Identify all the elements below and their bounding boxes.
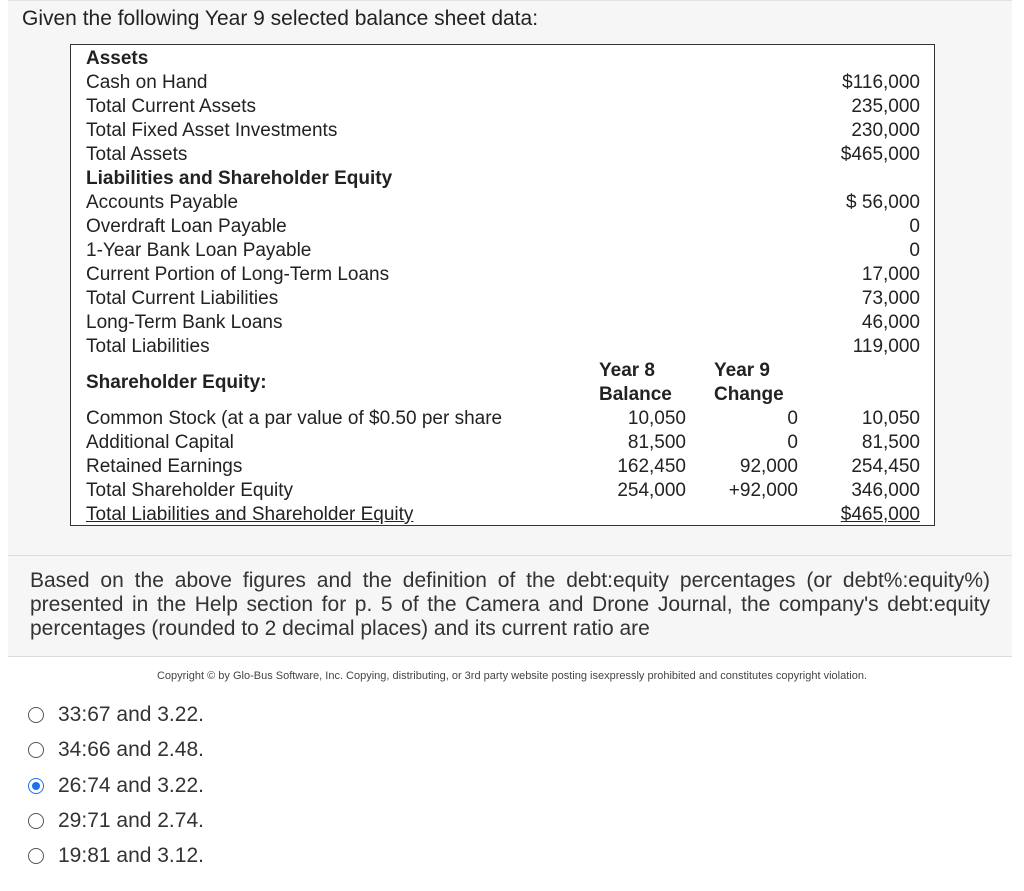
row-value: $116,000 [842,72,920,93]
radio-button[interactable] [28,813,44,829]
equity-heading-row [71,371,934,395]
row-label: Total Current Liabilities [86,288,279,309]
year8-value: 254,000 [617,480,686,501]
year9-change: 0 [787,432,798,453]
option-label[interactable]: 29:71 and 2.74. [58,809,204,832]
row-label: Total Liabilities [86,336,210,357]
copyright-notice: Copyright © by Glo-Bus Software, Inc. Copying, distributing, or 3rd party website posting isexpressly prohibited and constitutes copyright violation. [156,670,867,682]
row-value: 0 [909,240,920,261]
table-row [71,239,934,263]
col-header-year8-line2: Balance [599,384,672,405]
row-label: Total Assets [86,144,188,165]
table-row [71,287,934,311]
equity-heading: Shareholder Equity: [86,372,267,393]
row-label: Accounts Payable [86,192,239,213]
table-row [71,191,934,215]
col-header-year8-line1: Year 8 [599,360,655,381]
radio-button[interactable] [28,742,44,758]
assets-heading: Assets [86,48,149,69]
table-row [71,311,934,335]
table-row [71,119,934,143]
question-text: Based on the above figures and the definition of the debt:equity percentages (or debt%:equity%) presented in the Help section for p. 5 of the Camera and Drone Journal, the company's debt:equity percentages (rounded to 2 decimal places) and its current ratio are [30,569,990,640]
row-label: 1-Year Bank Loan Payable [86,240,312,261]
row-value: 235,000 [851,96,920,117]
row-value: 73,000 [861,288,920,309]
liabilities-heading: Liabilities and Shareholder Equity [86,168,393,189]
row-label: Cash on Hand [86,72,208,93]
table-row [71,143,934,167]
intro-text: Given the following Year 9 selected balance sheet data: [22,7,539,30]
row-label: Retained Earnings [86,456,243,477]
table-row [71,263,934,287]
row-label: Additional Capital [86,432,234,453]
option-label[interactable]: 33:67 and 3.22. [58,703,204,726]
year9-change: +92,000 [728,480,798,501]
table-row [71,71,934,95]
total-value: $465,000 [840,504,920,525]
col-header-year9-line1: Year 9 [714,360,770,381]
divider [8,656,1012,657]
year9-change: 0 [787,408,798,429]
option-label[interactable]: 26:74 and 3.22. [58,774,204,797]
table-row [71,455,934,479]
table-row [71,215,934,239]
row-value: 254,450 [851,456,920,477]
row-label: Total Current Assets [86,96,257,117]
option-label[interactable]: 19:81 and 3.12. [58,844,204,867]
table-row [71,335,934,359]
row-value: 119,000 [852,336,920,357]
radio-button[interactable] [28,707,44,723]
table-row [71,479,934,503]
row-value: $465,000 [840,144,920,165]
row-label: Total Fixed Asset Investments [86,120,338,141]
row-label: Total Shareholder Equity [86,480,294,501]
year8-value: 10,050 [627,408,686,429]
year9-change: 92,000 [739,456,798,477]
row-label: Overdraft Loan Payable [86,216,287,237]
row-value: 17,000 [861,264,920,285]
row-label: Common Stock (at a par value of $0.50 per share [86,408,503,429]
liabilities-heading-row [71,167,934,191]
table-row [71,431,934,455]
year8-value: 81,500 [627,432,686,453]
total-label: Total Liabilities and Shareholder Equity [86,504,414,525]
row-value: 230,000 [851,120,920,141]
total-row [71,503,934,527]
question-panel [8,556,1012,656]
radio-button[interactable] [28,778,44,794]
year8-value: 162,450 [617,456,686,477]
row-value: 10,050 [861,408,920,429]
assets-heading-row [71,47,934,71]
option-label[interactable]: 34:66 and 2.48. [58,738,204,761]
row-label: Long-Term Bank Loans [86,312,283,333]
row-value: 0 [909,216,920,237]
balance-sheet-table [70,44,935,526]
table-row [71,407,934,431]
row-value: 46,000 [861,312,920,333]
table-row [71,95,934,119]
row-label: Current Portion of Long-Term Loans [86,264,390,285]
row-value: 346,000 [851,480,920,501]
col-header-year9-line2: Change [714,384,784,405]
radio-button[interactable] [28,848,44,864]
row-value: 81,500 [861,432,920,453]
row-value: $ 56,000 [846,192,920,213]
